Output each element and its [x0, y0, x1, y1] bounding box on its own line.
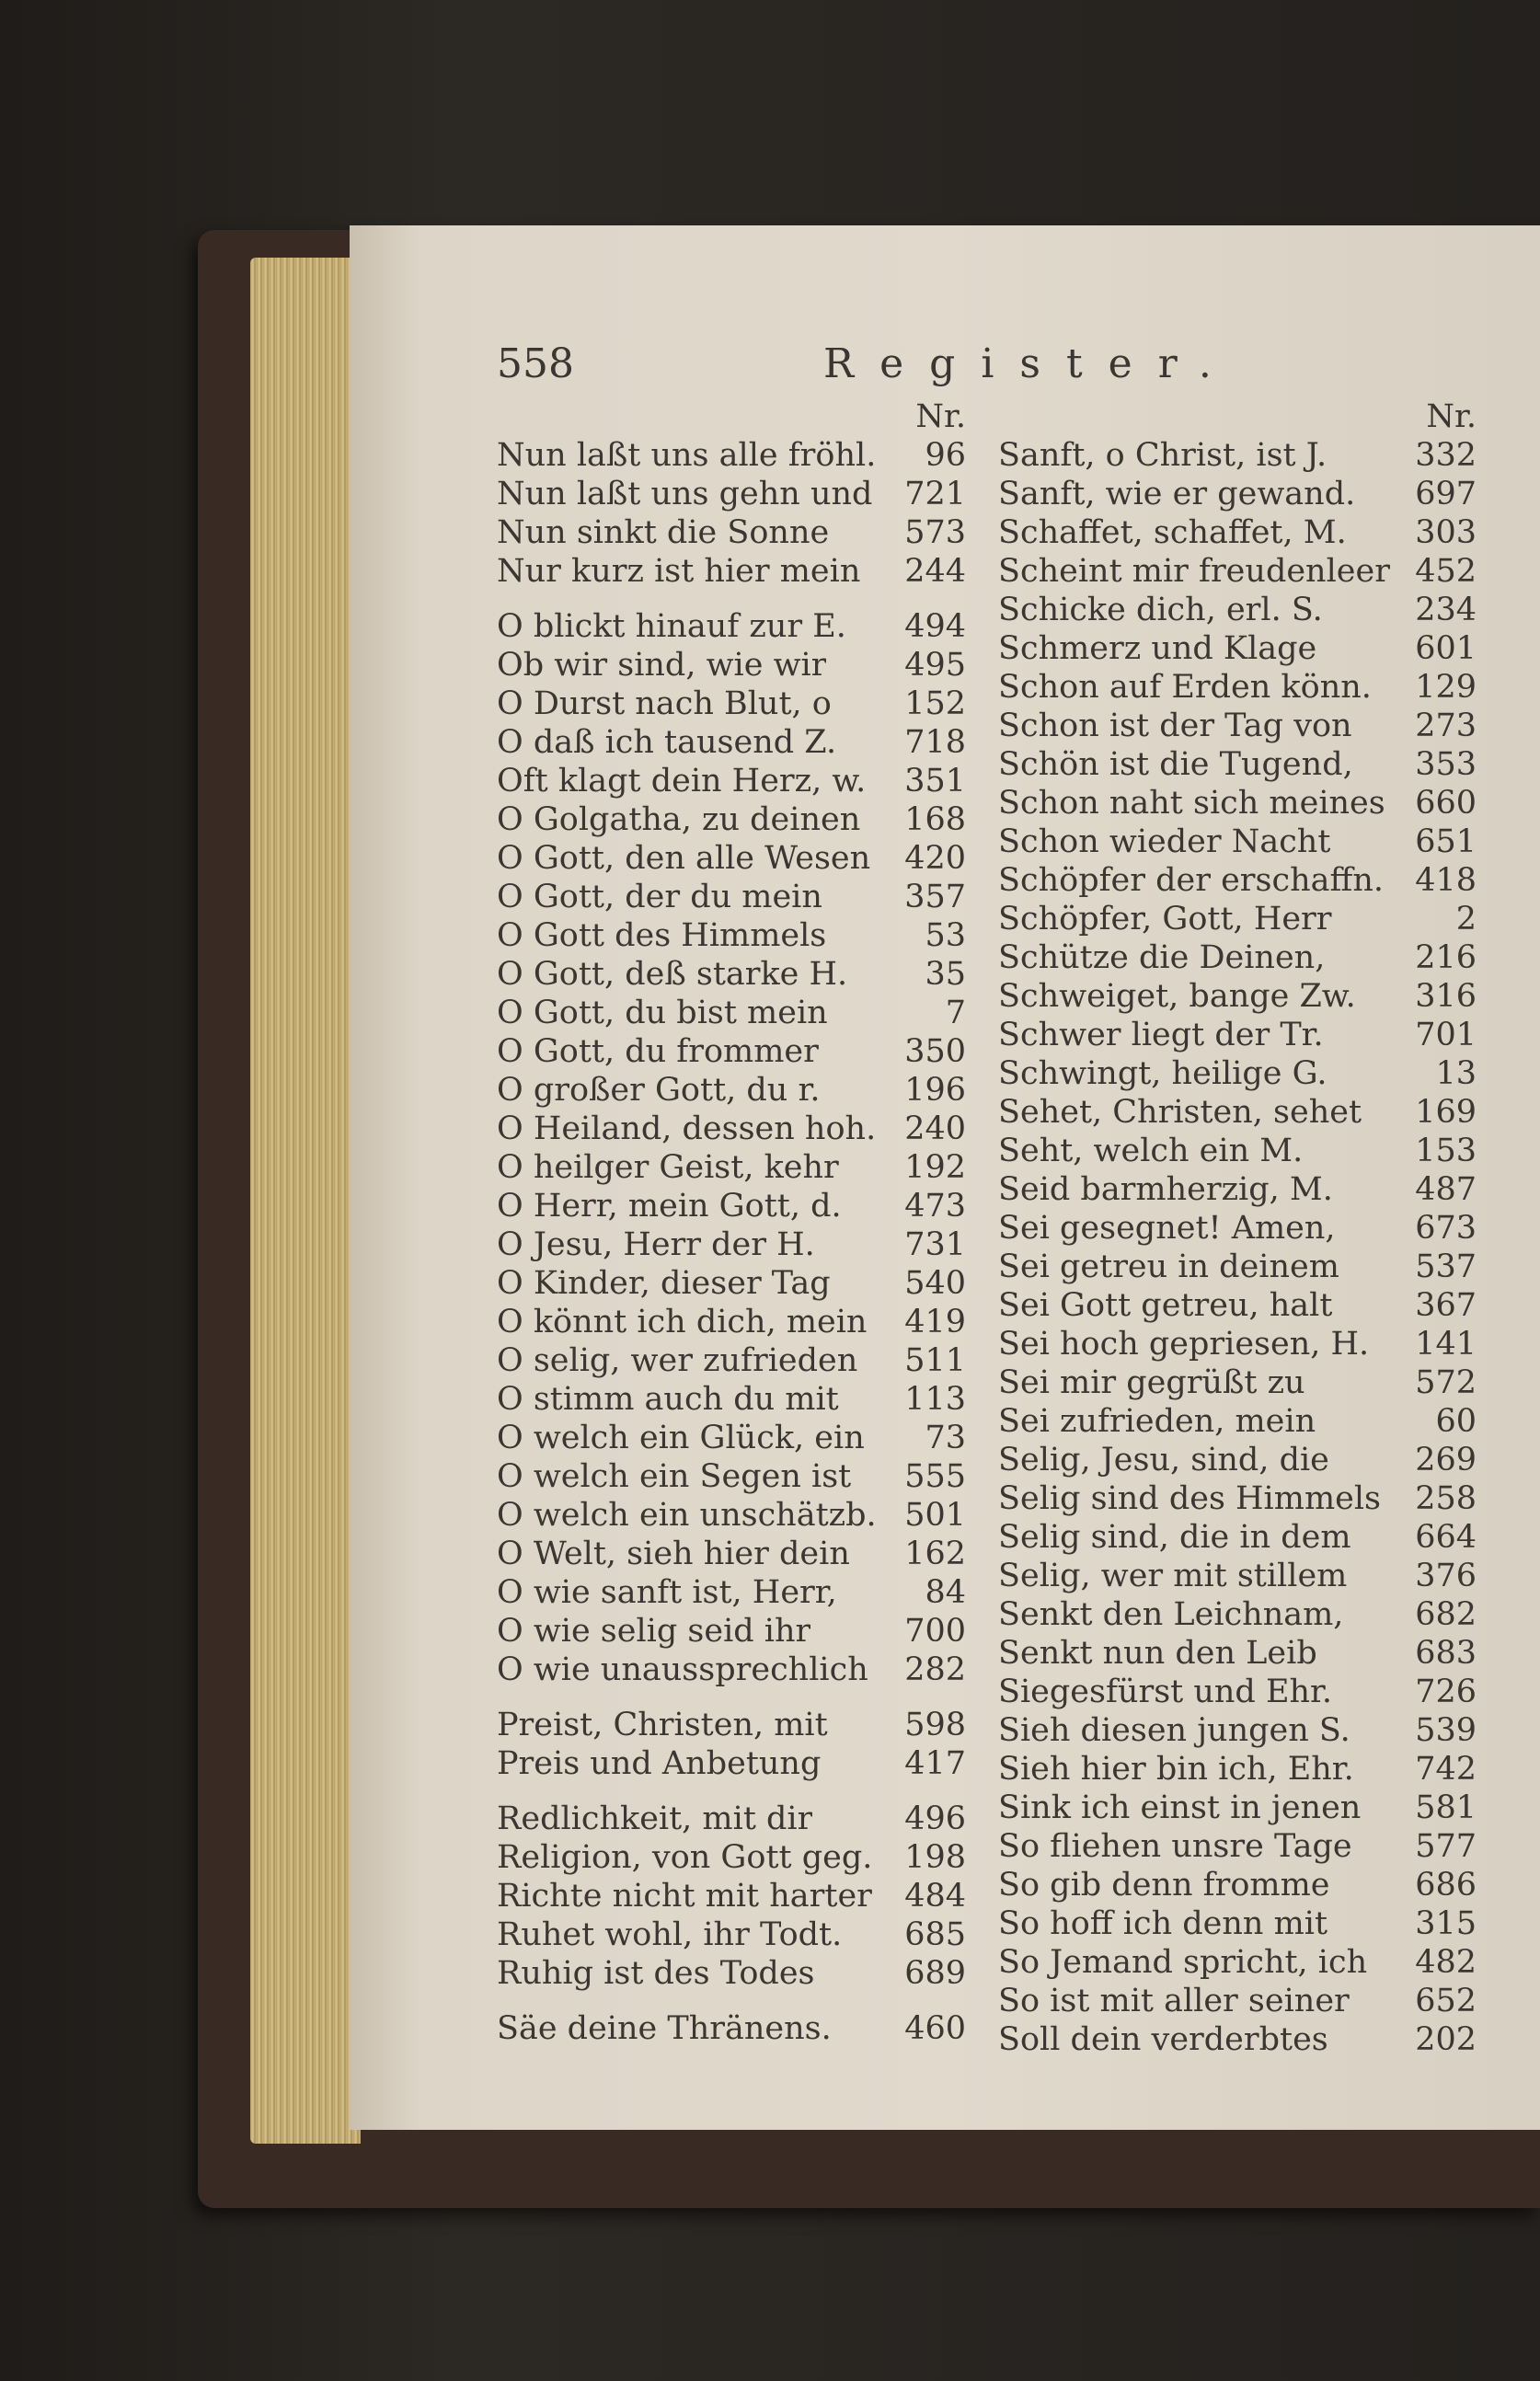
entry-number: 697	[1415, 476, 1477, 512]
entry-number: 141	[1415, 1326, 1477, 1363]
entry-number: 537	[1415, 1248, 1477, 1285]
index-entry	[998, 977, 1477, 1016]
index-entry	[998, 1789, 1477, 1827]
entry-number: 540	[904, 1265, 966, 1302]
entry-number: 731	[904, 1226, 966, 1263]
group-spacer	[497, 1783, 966, 1800]
entry-title: Schmerz und Klage	[998, 630, 1317, 667]
entry-title: Säe deine Thränens.	[497, 2010, 832, 2047]
entry-number: 651	[1415, 823, 1477, 860]
entry-number: 496	[904, 1800, 966, 1837]
entry-number: 258	[1415, 1480, 1477, 1517]
entry-number: 573	[904, 514, 966, 551]
entry-title: O Gott des Himmels	[497, 917, 827, 954]
entry-title: Schaffet, schaffet, M.	[998, 514, 1347, 551]
entry-title: Seid barmherzig, M.	[998, 1171, 1333, 1208]
entry-title: Ruhig ist des Todes	[497, 1955, 815, 1992]
entry-number: 332	[1415, 437, 1477, 474]
entry-title: Sanft, wie er gewand.	[998, 476, 1356, 512]
index-entry	[497, 1187, 966, 1225]
entry-number: 572	[1415, 1364, 1477, 1401]
entry-number: 240	[904, 1110, 966, 1147]
index-entry	[998, 1402, 1477, 1441]
entry-title: O Gott, deß starke H.	[497, 956, 848, 993]
entry-title: Preist, Christen, mit	[497, 1707, 828, 1743]
entry-number: 601	[1415, 630, 1477, 667]
index-entry	[998, 1479, 1477, 1518]
entry-title: Sieh hier bin ich, Ehr.	[998, 1751, 1354, 1788]
entry-title: O wie unaussprechlich	[497, 1651, 868, 1688]
entry-title: So ist mit aller seiner	[998, 1983, 1350, 2019]
entry-number: 460	[904, 2010, 966, 2047]
index-entry	[998, 1325, 1477, 1363]
index-entry	[998, 1132, 1477, 1170]
group-spacer	[497, 1689, 966, 1706]
entry-number: 244	[904, 553, 966, 590]
entry-number: 269	[1415, 1442, 1477, 1478]
entry-title: O Gott, du bist mein	[497, 995, 828, 1031]
entry-title: O könnt ich dich, mein	[497, 1304, 868, 1340]
entry-number: 689	[904, 1955, 966, 1992]
index-entry	[497, 878, 966, 916]
index-entry	[497, 1148, 966, 1187]
index-entry	[998, 1673, 1477, 1711]
entry-number: 652	[1415, 1983, 1477, 2019]
entry-number: 417	[904, 1745, 966, 1782]
index-entry	[497, 994, 966, 1032]
index-entry	[497, 762, 966, 800]
index-entry	[497, 1651, 966, 1689]
entry-title: Schicke dich, erl. S.	[998, 592, 1323, 628]
entry-number: 673	[1415, 1210, 1477, 1247]
index-entry	[998, 1634, 1477, 1673]
index-entry	[497, 646, 966, 684]
entry-title: Schöpfer der erschaffn.	[998, 862, 1385, 899]
index-column-right	[998, 397, 1477, 2059]
entry-number: 96	[925, 437, 966, 474]
entry-title: O Herr, mein Gott, d.	[497, 1188, 842, 1225]
entry-title: Selig sind des Himmels	[998, 1480, 1382, 1517]
index-entry	[497, 800, 966, 839]
index-entry	[497, 1954, 966, 1993]
group-spacer	[497, 1993, 966, 2009]
entry-title: O Gott, der du mein	[497, 879, 822, 915]
page-number: 558	[497, 340, 574, 387]
index-entry	[998, 1866, 1477, 1904]
index-entry	[998, 629, 1477, 668]
entry-number: 234	[1415, 592, 1477, 628]
index-entry	[998, 1557, 1477, 1595]
entry-number: 315	[1415, 1905, 1477, 1942]
index-entry	[497, 1800, 966, 1838]
entry-title: Sehet, Christen, sehet	[998, 1094, 1362, 1131]
entry-title: Siegesfürst und Ehr.	[998, 1674, 1333, 1710]
entry-title: Schon naht sich meines	[998, 785, 1385, 822]
entry-number: 494	[904, 608, 966, 645]
index-entry	[998, 1363, 1477, 1402]
index-entry	[998, 1518, 1477, 1557]
index-entry	[998, 1711, 1477, 1750]
index-entry	[998, 1209, 1477, 1248]
entry-title: Schütze die Deinen,	[998, 939, 1326, 976]
index-entry	[998, 1943, 1477, 1982]
entry-title: O welch ein unschätzb.	[497, 1497, 877, 1534]
entry-title: Oft klagt dein Herz, w.	[497, 763, 867, 799]
entry-title: O Gott, den alle Wesen	[497, 840, 871, 877]
index-column-left	[497, 397, 966, 2048]
index-entry	[998, 2020, 1477, 2059]
index-entry	[998, 1595, 1477, 1634]
entry-title: Sei getreu in deinem	[998, 1248, 1339, 1285]
index-entry	[998, 513, 1477, 552]
entry-title: Sink ich einst in jenen	[998, 1789, 1362, 1826]
index-entry	[998, 1904, 1477, 1943]
entry-title: Redlichkeit, mit dir	[497, 1800, 813, 1837]
entry-title: So hoff ich denn mit	[998, 1905, 1328, 1942]
entry-number: 2	[1455, 901, 1477, 937]
entry-number: 376	[1415, 1558, 1477, 1594]
entry-title: Sieh diesen jungen S.	[998, 1712, 1350, 1749]
index-entry	[497, 607, 966, 646]
entry-title: Schon auf Erden könn.	[998, 669, 1372, 706]
index-entry	[497, 1877, 966, 1915]
entry-title: O stimm auch du mit	[497, 1381, 839, 1418]
group-spacer	[497, 591, 966, 607]
entry-title: Sei zufrieden, mein	[998, 1403, 1316, 1440]
entry-title: Nun laßt uns gehn und	[497, 476, 873, 512]
entry-number: 473	[904, 1188, 966, 1225]
index-entry	[497, 955, 966, 994]
entry-title: O blickt hinauf zur E.	[497, 608, 846, 645]
index-entry	[497, 1915, 966, 1954]
entry-number: 452	[1415, 553, 1477, 590]
index-entry	[497, 1032, 966, 1071]
entry-number: 501	[904, 1497, 966, 1534]
index-entry	[998, 900, 1477, 938]
entry-number: 153	[1415, 1133, 1477, 1169]
index-entry	[497, 1744, 966, 1783]
page-edges	[250, 258, 361, 2144]
entry-title: Richte nicht mit harter	[497, 1878, 872, 1915]
index-entry	[497, 1457, 966, 1496]
entry-number: 598	[904, 1707, 966, 1743]
entry-number: 7	[945, 995, 966, 1031]
entry-number: 367	[1415, 1287, 1477, 1324]
entry-title: O Jesu, Herr der H.	[497, 1226, 815, 1263]
index-entry	[497, 1225, 966, 1264]
entry-title: Schon ist der Tag von	[998, 707, 1352, 744]
entry-title: Nun laßt uns alle fröhl.	[497, 437, 877, 474]
entry-title: Schöpfer, Gott, Herr	[998, 901, 1332, 937]
entry-number: 216	[1415, 939, 1477, 976]
entry-number: 664	[1415, 1519, 1477, 1556]
index-entry	[998, 1248, 1477, 1286]
entry-title: Schwer liegt der Tr.	[998, 1017, 1324, 1053]
index-entry	[497, 1612, 966, 1651]
entry-number: 351	[904, 763, 966, 799]
entry-title: O wie sanft ist, Herr,	[497, 1574, 837, 1611]
entry-number: 482	[1415, 1944, 1477, 1981]
entry-title: Senkt nun den Leib	[998, 1635, 1317, 1672]
entry-title: Sanft, o Christ, ist J.	[998, 437, 1327, 474]
entry-number: 539	[1415, 1712, 1477, 1749]
entry-title: Sei Gott getreu, halt	[998, 1287, 1333, 1324]
index-entry	[497, 552, 966, 591]
entry-title: O Golgatha, zu deinen	[497, 801, 861, 838]
index-entry	[497, 916, 966, 955]
entry-number: 742	[1415, 1751, 1477, 1788]
entry-number: 419	[904, 1304, 966, 1340]
entry-title: Sei gesegnet! Amen,	[998, 1210, 1336, 1247]
nr-column-label: Nr.	[915, 398, 966, 435]
index-entry	[998, 707, 1477, 745]
entry-title: Senkt den Leichnam,	[998, 1596, 1344, 1633]
entry-number: 202	[1415, 2021, 1477, 2058]
index-entry	[998, 822, 1477, 861]
entry-number: 73	[925, 1420, 966, 1456]
index-entry	[497, 2009, 966, 2048]
index-entry	[497, 1341, 966, 1380]
entry-number: 685	[904, 1916, 966, 1953]
entry-number: 577	[1415, 1828, 1477, 1865]
entry-title: O großer Gott, du r.	[497, 1072, 821, 1109]
index-entry	[998, 1750, 1477, 1789]
index-entry	[497, 1071, 966, 1110]
entry-number: 487	[1415, 1171, 1477, 1208]
page-title: Register.	[823, 340, 1237, 387]
entry-title: So gib denn fromme	[998, 1867, 1330, 1904]
entry-title: O Heiland, dessen hoh.	[497, 1110, 877, 1147]
page-header	[497, 340, 1490, 396]
index-entry	[497, 1535, 966, 1573]
index-entry	[497, 436, 966, 475]
entry-number: 420	[904, 840, 966, 877]
entry-title: Nun sinkt die Sonne	[497, 514, 830, 551]
index-entry	[998, 1093, 1477, 1132]
entry-title: Preis und Anbetung	[497, 1745, 822, 1782]
entry-title: So fliehen unsre Tage	[998, 1828, 1352, 1865]
index-entry	[998, 1982, 1477, 2020]
entry-number: 196	[904, 1072, 966, 1109]
entry-number: 273	[1415, 707, 1477, 744]
entry-title: O Durst nach Blut, o	[497, 685, 832, 722]
entry-title: O wie selig seid ihr	[497, 1613, 811, 1650]
index-entry	[998, 552, 1477, 591]
index-entry	[998, 745, 1477, 784]
index-entry	[998, 1827, 1477, 1866]
entry-number: 84	[925, 1574, 966, 1611]
index-entry	[998, 668, 1477, 707]
index-entry	[497, 1706, 966, 1744]
entry-number: 129	[1415, 669, 1477, 706]
index-entry	[497, 475, 966, 513]
index-entry	[998, 784, 1477, 822]
index-entry	[497, 1303, 966, 1341]
entry-title: O selig, wer zufrieden	[497, 1342, 858, 1379]
entry-number: 113	[904, 1381, 966, 1418]
entry-title: Scheint mir freudenleer	[998, 553, 1390, 590]
index-entry	[497, 1419, 966, 1457]
index-entry	[497, 1380, 966, 1419]
entry-number: 495	[904, 647, 966, 684]
entry-title: Schon wieder Nacht	[998, 823, 1331, 860]
entry-title: O daß ich tausend Z.	[497, 724, 837, 761]
entry-number: 316	[1415, 978, 1477, 1015]
index-entry	[998, 1286, 1477, 1325]
entry-number: 700	[904, 1613, 966, 1650]
entry-number: 726	[1415, 1674, 1477, 1710]
entry-number: 683	[1415, 1635, 1477, 1672]
entry-number: 13	[1435, 1055, 1477, 1092]
nr-column-label: Nr.	[1426, 398, 1477, 435]
entry-number: 660	[1415, 785, 1477, 822]
entry-number: 682	[1415, 1596, 1477, 1633]
index-entry	[497, 723, 966, 762]
index-entry	[497, 513, 966, 552]
entry-title: Schwingt, heilige G.	[998, 1055, 1327, 1092]
index-entry	[497, 1838, 966, 1877]
index-entry	[497, 1496, 966, 1535]
index-entry	[998, 938, 1477, 977]
entry-number: 357	[904, 879, 966, 915]
entry-title: O welch ein Glück, ein	[497, 1420, 865, 1456]
entry-number: 350	[904, 1033, 966, 1070]
entry-number: 418	[1415, 862, 1477, 899]
entry-number: 555	[904, 1458, 966, 1495]
index-entry	[998, 436, 1477, 475]
index-entry	[998, 1170, 1477, 1209]
entry-number: 162	[904, 1536, 966, 1572]
entry-title: Schön ist die Tugend,	[998, 746, 1353, 783]
index-entry	[998, 1441, 1477, 1479]
entry-number: 198	[904, 1839, 966, 1876]
entry-title: Ruhet wohl, ihr Todt.	[497, 1916, 843, 1953]
index-entry	[497, 684, 966, 723]
entry-title: Ob wir sind, wie wir	[497, 647, 827, 684]
entry-number: 192	[904, 1149, 966, 1186]
entry-number: 686	[1415, 1867, 1477, 1904]
entry-title: Soll dein verderbtes	[998, 2021, 1328, 2058]
entry-title: O heilger Geist, kehr	[497, 1149, 839, 1186]
entry-title: Nur kurz ist hier mein	[497, 553, 861, 590]
entry-title: Religion, von Gott geg.	[497, 1839, 873, 1876]
entry-title: Sei hoch gepriesen, H.	[998, 1326, 1370, 1363]
index-entry	[497, 839, 966, 878]
entry-number: 35	[925, 956, 966, 993]
entry-number: 303	[1415, 514, 1477, 551]
entry-number: 353	[1415, 746, 1477, 783]
entry-number: 721	[904, 476, 966, 512]
index-entry	[998, 475, 1477, 513]
entry-title: Schweiget, bange Zw.	[998, 978, 1356, 1015]
entry-number: 60	[1435, 1403, 1477, 1440]
entry-title: Selig sind, die in dem	[998, 1519, 1351, 1556]
entry-title: Seht, welch ein M.	[998, 1133, 1304, 1169]
entry-number: 701	[1415, 1017, 1477, 1053]
index-entry	[998, 1016, 1477, 1054]
index-entry	[497, 1110, 966, 1148]
entry-title: O welch ein Segen ist	[497, 1458, 852, 1495]
entry-number: 53	[925, 917, 966, 954]
entry-title: Selig, wer mit stillem	[998, 1558, 1348, 1594]
entry-number: 168	[904, 801, 966, 838]
index-entry	[497, 1264, 966, 1303]
entry-number: 511	[904, 1342, 966, 1379]
index-entry	[998, 591, 1477, 629]
index-entry	[497, 1573, 966, 1612]
entry-number: 718	[904, 724, 966, 761]
entry-number: 484	[904, 1878, 966, 1915]
index-entry	[998, 1054, 1477, 1093]
entry-title: O Gott, du frommer	[497, 1033, 819, 1070]
entry-number: 282	[904, 1651, 966, 1688]
entry-title: Sei mir gegrüßt zu	[998, 1364, 1305, 1401]
index-entry	[998, 861, 1477, 900]
entry-title: Selig, Jesu, sind, die	[998, 1442, 1329, 1478]
entry-title: O Welt, sieh hier dein	[497, 1536, 850, 1572]
entry-number: 581	[1415, 1789, 1477, 1826]
entry-number: 169	[1415, 1094, 1477, 1131]
entry-number: 152	[904, 685, 966, 722]
entry-title: So Jemand spricht, ich	[998, 1944, 1368, 1981]
entry-title: O Kinder, dieser Tag	[497, 1265, 831, 1302]
